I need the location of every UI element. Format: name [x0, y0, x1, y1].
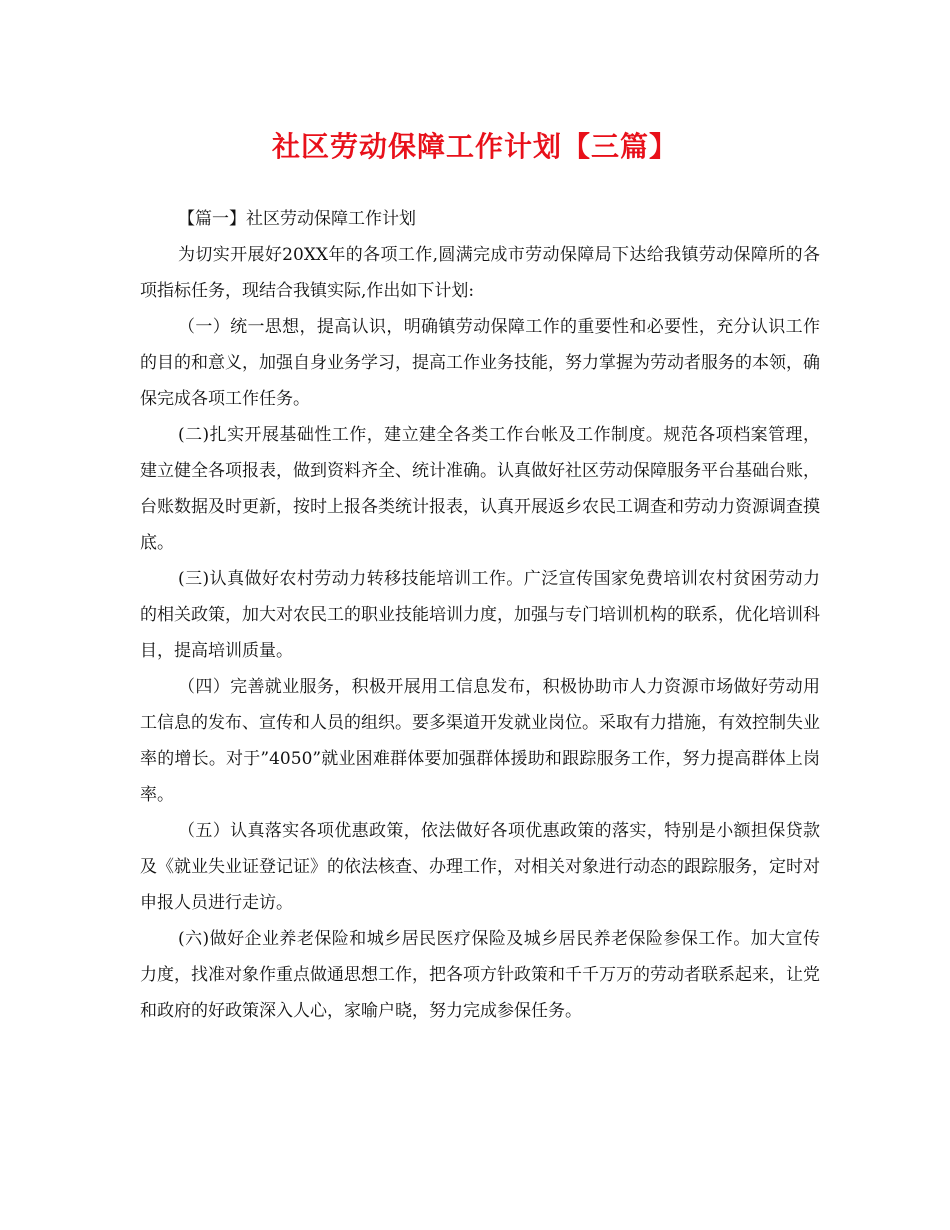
item-1-paragraph: （一）统一思想，提高认识，明确镇劳动保障工作的重要性和必要性，充分认识工作的目的和意义，加强自身业务学习，提高工作业务技能，努力掌握为劳动者服务的本领，确保完成各项工作任务。: [140, 317, 820, 409]
item-6-paragraph: (六)做好企业养老保险和城乡居民医疗保险及城乡居民养老保险参保工作。加大宣传力度，找准对象作重点做通思想工作，把各项方针政策和千千万万的劳动者联系起来，让党和政府的好政策深入人心，家喻户晓，努力完成参保任务。: [140, 929, 820, 1021]
item-4-paragraph: （四）完善就业服务，积极开展用工信息发布，积极协助市人力资源市场做好劳动用工信息的发布、宣传和人员的组织。要多渠道开发就业岗位。采取有力措施，有效控制失业率的增长。对于”4050”就业困难群体要加强群体援助和跟踪服务工作，努力提高群体上岗率。: [140, 677, 820, 805]
document-body: [140, 201, 820, 1029]
item-3-paragraph: (三)认真做好农村劳动力转移技能培训工作。广泛宣传国家免费培训农村贫困劳动力的相关政策，加大对农民工的职业技能培训力度，加强与专门培训机构的联系，优化培训科目，提高培训质量。: [140, 569, 820, 661]
intro-paragraph: 为切实开展好20XX年的各项工作,圆满完成市劳动保障局下达给我镇劳动保障所的各项指标任务，现结合我镇实际,作出如下计划:: [140, 245, 820, 301]
document-title: 社区劳动保障工作计划【三篇】: [271, 130, 678, 163]
item-5-paragraph: （五）认真落实各项优惠政策，依法做好各项优惠政策的落实，特别是小额担保贷款及《就业失业证登记证》的依法核查、办理工作，对相关对象进行动态的跟踪服务，定时对申报人员进行走访。: [140, 821, 820, 913]
item-2-paragraph: (二)扎实开展基础性工作，建立建全各类工作台帐及工作制度。规范各项档案管理，建立健全各项报表，做到资料齐全、统计准确。认真做好社区劳动保障服务平台基础台账，台账数据及时更新，按时上报各类统计报表，认真开展返乡农民工调查和劳动力资源调查摸底。: [140, 425, 820, 553]
section-heading: 【篇一】社区劳动保障工作计划: [178, 209, 416, 229]
